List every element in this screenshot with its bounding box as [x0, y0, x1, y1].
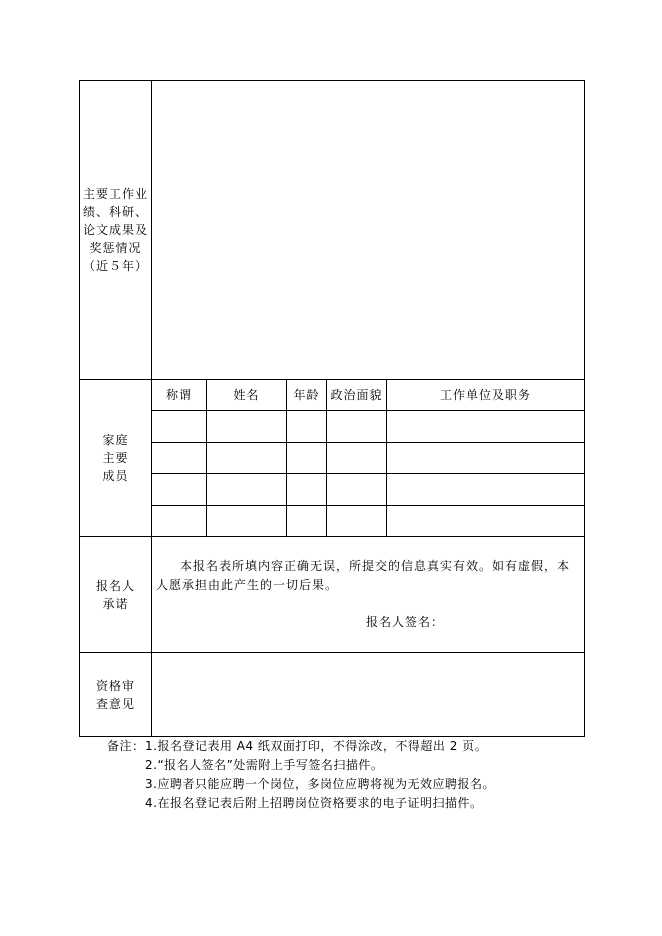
notes: [107, 737, 495, 813]
note-item: 3.应聘者只能应聘一个岗位，多岗位应聘将视为无效应聘报名。: [145, 777, 495, 791]
family-cell[interactable]: [287, 474, 327, 506]
family-cell[interactable]: [287, 506, 327, 537]
family-cell[interactable]: [387, 474, 585, 506]
commitment-text: 本报名表所填内容正确无误，所提交的信息真实有效。如有虚假，本人愿承担由此产生的一切后果。: [156, 559, 571, 592]
note-item: 2.“报名人签名”处需附上手写签名扫描件。: [145, 758, 384, 772]
family-cell[interactable]: [327, 411, 387, 443]
family-cell[interactable]: [327, 506, 387, 537]
family-cell[interactable]: [327, 443, 387, 474]
review-field[interactable]: [152, 653, 585, 737]
family-cell[interactable]: [207, 411, 287, 443]
review-label: 资格审 查意见: [80, 653, 152, 737]
achievements-row: [80, 81, 585, 380]
family-header-row: [80, 380, 585, 411]
family-cell[interactable]: [152, 443, 207, 474]
family-label: 家庭 主要 成员: [80, 380, 152, 537]
family-cell[interactable]: [387, 443, 585, 474]
family-cell[interactable]: [287, 411, 327, 443]
header-employer-position: 工作单位及职务: [387, 380, 585, 411]
family-cell[interactable]: [152, 411, 207, 443]
note-item: 1.报名登记表用 A4 纸双面打印，不得涂改，不得超出 2 页。: [145, 739, 488, 753]
family-row: [80, 443, 585, 474]
family-cell[interactable]: [207, 443, 287, 474]
header-name: 姓名: [207, 380, 287, 411]
achievements-field[interactable]: [152, 81, 585, 380]
notes-title: 备注：: [107, 739, 145, 753]
note-item: 4.在报名登记表后附上招聘岗位资格要求的电子证明扫描件。: [145, 796, 483, 810]
family-cell[interactable]: [207, 506, 287, 537]
commitment-label: 报名人 承诺: [80, 537, 152, 653]
family-cell[interactable]: [327, 474, 387, 506]
achievements-label: 主要工作业 绩、科研、 论文成果及 奖惩情况 （近５年）: [80, 81, 152, 380]
family-cell[interactable]: [152, 506, 207, 537]
family-row: [80, 411, 585, 443]
family-cell[interactable]: [207, 474, 287, 506]
header-relation: 称谓: [152, 380, 207, 411]
commitment-row: [80, 537, 585, 653]
family-row: [80, 506, 585, 537]
family-cell[interactable]: [387, 411, 585, 443]
commitment-field: [152, 537, 585, 653]
family-cell[interactable]: [287, 443, 327, 474]
signature-label: 报名人签名：: [366, 615, 445, 629]
review-row: [80, 653, 585, 737]
header-political-status: 政治面貌: [327, 380, 387, 411]
family-cell[interactable]: [387, 506, 585, 537]
header-age: 年龄: [287, 380, 327, 411]
family-row: [80, 474, 585, 506]
family-cell[interactable]: [152, 474, 207, 506]
registration-form-table: [79, 80, 585, 737]
